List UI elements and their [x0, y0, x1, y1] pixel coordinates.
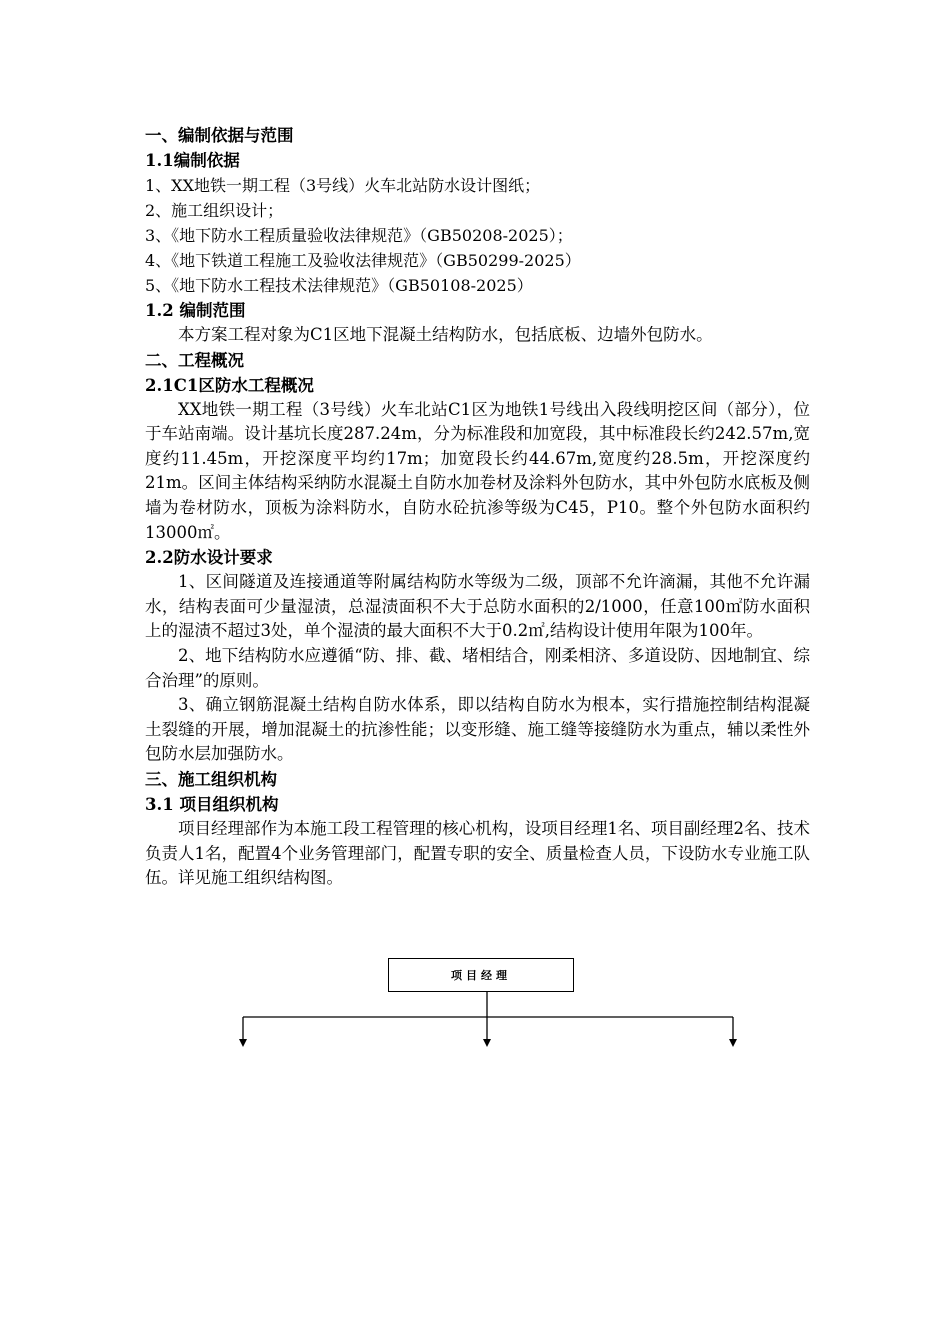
basis-item-5: 5、《地下防水工程技术法律规范》（GB50108-2025）	[145, 276, 533, 295]
basis-item-3: 3、《地下防水工程质量验收法律规范》（GB50208-2025）；	[145, 226, 573, 245]
requirement-paragraph-2: 2、地下结构防水应遵循“防、排、截、堵相结合，刚柔相济、多道设防、因地制宜、综合治理”的原则。	[145, 645, 810, 690]
basis-item-1: 1、XX地铁一期工程（3号线）火车北站防水设计图纸；	[145, 176, 541, 195]
section-2-1-heading: 2.1C1区防水工程概况	[145, 375, 314, 395]
section-2-heading: 二、工程概况	[145, 350, 244, 370]
overview-paragraph: XX地铁一期工程（3号线）火车北站C1区为地铁1号线出入段线明挖区间（部分），位于车站南端。设计基坑长度287.24m，分为标准段和加宽段，其中标准段长约242.57m,宽度约11.45m，开挖深度平均约17m；加宽段长约44.67m,宽度约28.5m，开挖深度约21m。区间主体结构采纳防水混凝土自防水加卷材及涂料外包防水，其中外包防水底板及侧墙为卷材防水，顶板为涂料防水，自防水砼抗渗等级为C45，P10。整个外包防水面积约13000㎡。	[145, 399, 810, 542]
section-3-1-heading: 3.1 项目组织机构	[145, 794, 279, 814]
scope-paragraph: 本方案工程对象为C1区地下混凝土结构防水，包括底板、边墙外包防水。	[178, 325, 713, 344]
requirement-paragraph-3: 3、确立钢筋混凝土结构自防水体系，即以结构自防水为根本，实行措施控制结构混凝土裂缝的开展，增加混凝土的抗渗性能；以变形缝、施工缝等接缝防水为重点，辅以柔性外包防水层加强防水。	[145, 695, 810, 764]
section-1-1-heading: 1.1编制依据	[145, 151, 240, 170]
section-1-heading: 一、编制依据与范围	[145, 126, 294, 145]
section-2-2-heading: 2.2防水设计要求	[145, 548, 273, 568]
section-1-2-heading: 1.2 编制范围	[145, 301, 246, 320]
document-body	[145, 123, 810, 891]
org-paragraph: 项目经理部作为本施工段工程管理的核心机构，设项目经理1名、项目副经理2名、技术负责人1名，配置4个业务管理部门，配置专职的安全、质量检查人员，下设防水专业施工队伍。详见施工组织结构图。	[145, 818, 810, 888]
basis-item-2: 2、施工组织设计；	[145, 201, 284, 220]
arrow-down-icon	[729, 1039, 737, 1047]
basis-item-4: 4、《地下铁道工程施工及验收法律规范》（GB50299-2025）	[145, 251, 581, 270]
org-chart	[230, 955, 750, 1055]
arrow-down-icon	[239, 1039, 247, 1047]
arrow-down-icon	[483, 1039, 491, 1047]
requirement-paragraph-1: 1、区间隧道及连接通道等附属结构防水等级为二级，顶部不允许滴漏，其他不允许漏水，结构表面可少量湿渍，总湿渍面积不大于总防水面积的2/1000，任意100㎡防水面积上的湿渍不超过3处，单个湿渍的最大面积不大于0.2㎡,结构设计使用年限为100年。	[145, 572, 810, 641]
project-manager-box: 项目经理	[388, 958, 574, 992]
section-3-heading: 三、施工组织机构	[145, 769, 277, 789]
